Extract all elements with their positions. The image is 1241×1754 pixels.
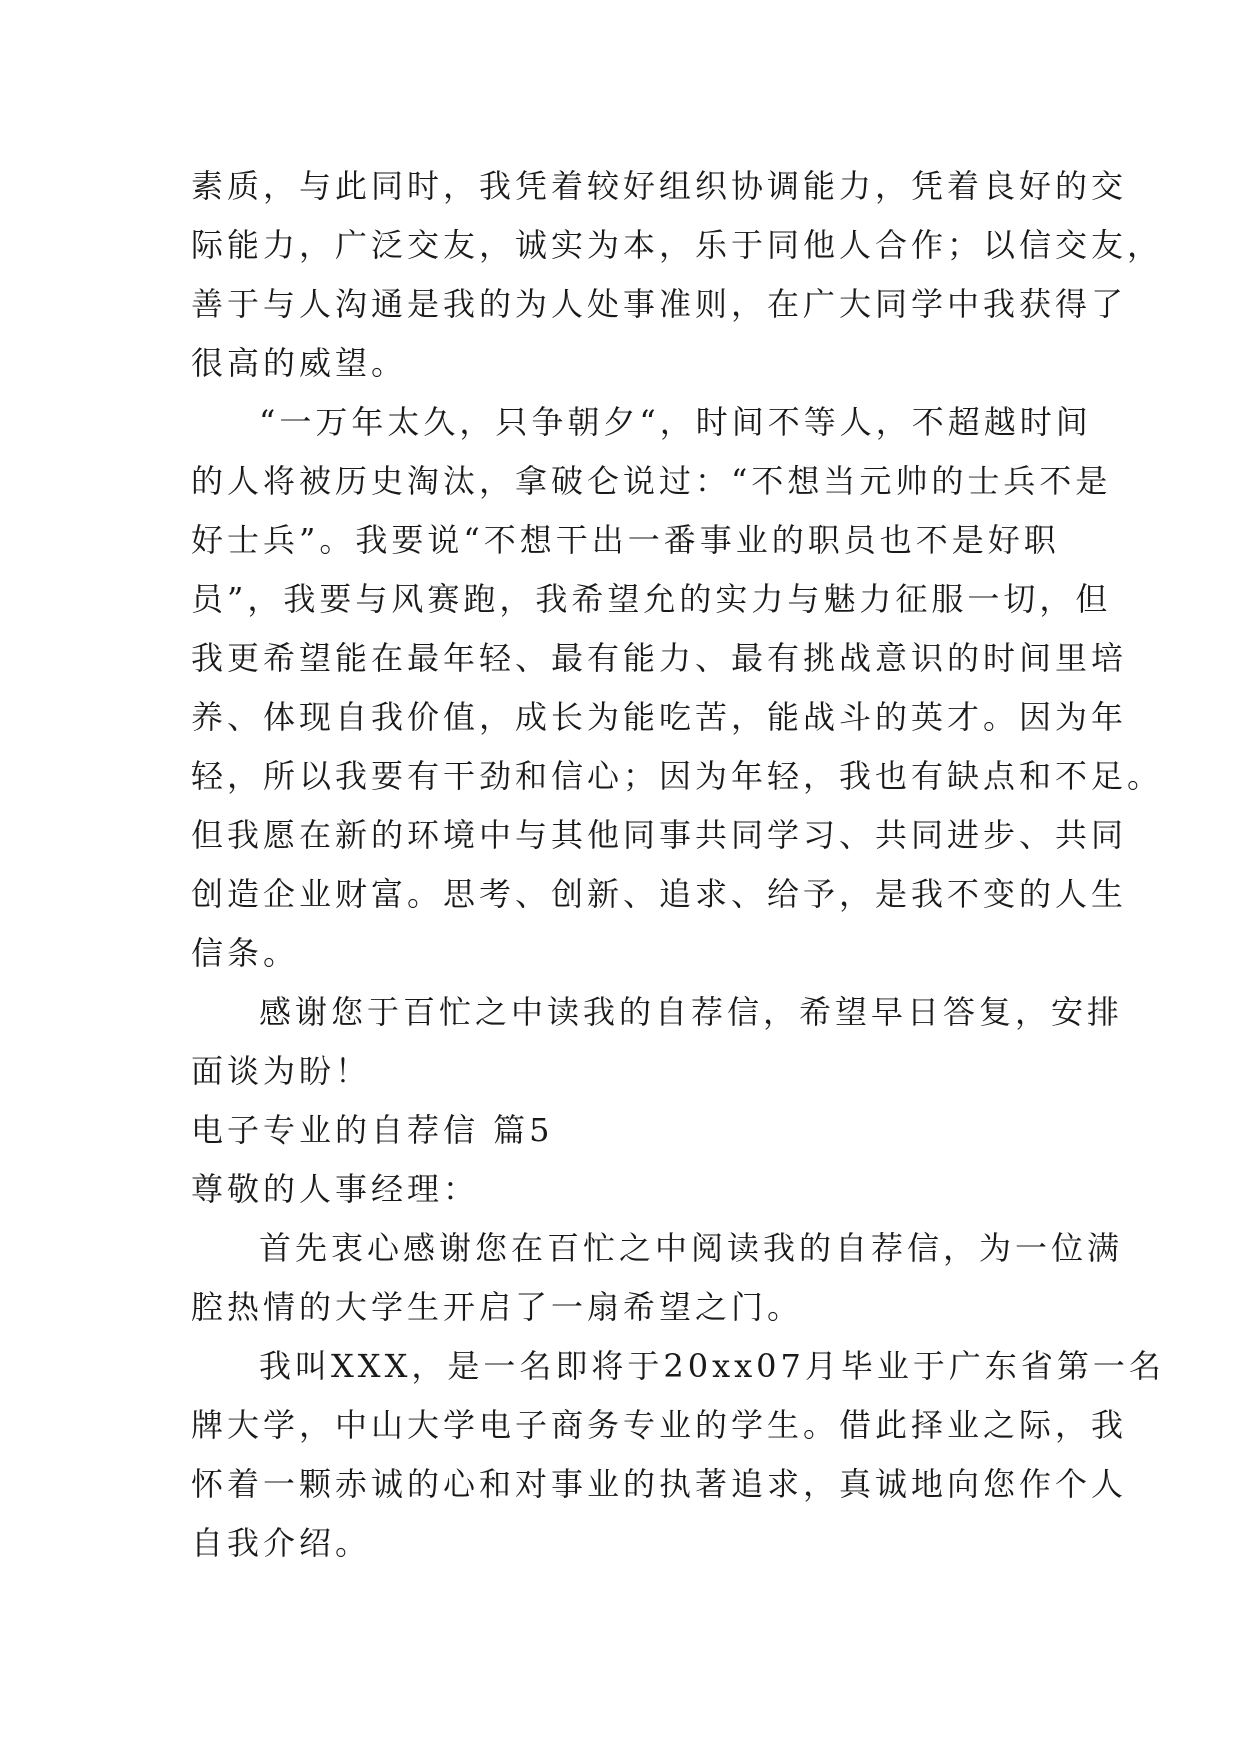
- text-line: 腔热情的大学生开启了一扇希望之门。: [191, 1288, 804, 1326]
- text-line: 面谈为盼！: [191, 1052, 372, 1090]
- text-line: 善于与人沟通是我的为人处事准则，在广大同学中我获得了: [191, 285, 1128, 323]
- paragraph-first-line: 我叫XXX，是一名即将于20xx07月毕业于广东省第一名: [259, 1347, 1165, 1385]
- text-line: 牌大学，中山大学电子商务专业的学生。借此择业之际，我: [191, 1406, 1128, 1444]
- text-line: 的人将被历史淘汰，拿破仑说过：“不想当元帅的士兵不是: [191, 462, 1112, 500]
- text-line: 好士兵”。我要说“不想干出一番事业的职员也不是好职: [191, 521, 1060, 559]
- text-line: 信条。: [191, 934, 300, 972]
- text-line: 很高的威望。: [191, 344, 408, 382]
- text-line: 轻，所以我要有干劲和信心；因为年轻，我也有缺点和不足。: [191, 757, 1164, 795]
- text-line: 但我愿在新的环境中与其他同事共同学习、共同进步、共同: [191, 816, 1128, 854]
- paragraph-first-line: 感谢您于百忙之中读我的自荐信，希望早日答复，安排: [259, 993, 1124, 1031]
- text-line: 员”，我要与风赛跑，我希望允的实力与魅力征服一切，但: [191, 580, 1112, 618]
- text-line: 怀着一颗赤诚的心和对事业的执著追求，真诚地向您作个人: [191, 1465, 1128, 1503]
- text-line: 我更希望能在最年轻、最有能力、最有挑战意识的时间里培: [191, 639, 1128, 677]
- text-line: 际能力，广泛交友，诚实为本，乐于同他人合作；以信交友，: [191, 226, 1164, 264]
- paragraph-first-line: “一万年太久，只争朝夕“，时间不等人，不超越时间: [259, 403, 1092, 441]
- section-heading: 电子专业的自荐信 篇5: [191, 1111, 554, 1149]
- text-line: 养、体现自我价值，成长为能吃苦，能战斗的英才。因为年: [191, 698, 1128, 736]
- paragraph-first-line: 首先衷心感谢您在百忙之中阅读我的自荐信，为一位满: [259, 1229, 1124, 1267]
- text-line: 创造企业财富。思考、创新、追求、给予，是我不变的人生: [191, 875, 1128, 913]
- text-line: 自我介绍。: [191, 1524, 372, 1562]
- text-line: 素质，与此同时，我凭着较好组织协调能力，凭着良好的交: [191, 167, 1128, 205]
- salutation: 尊敬的人事经理：: [191, 1170, 480, 1208]
